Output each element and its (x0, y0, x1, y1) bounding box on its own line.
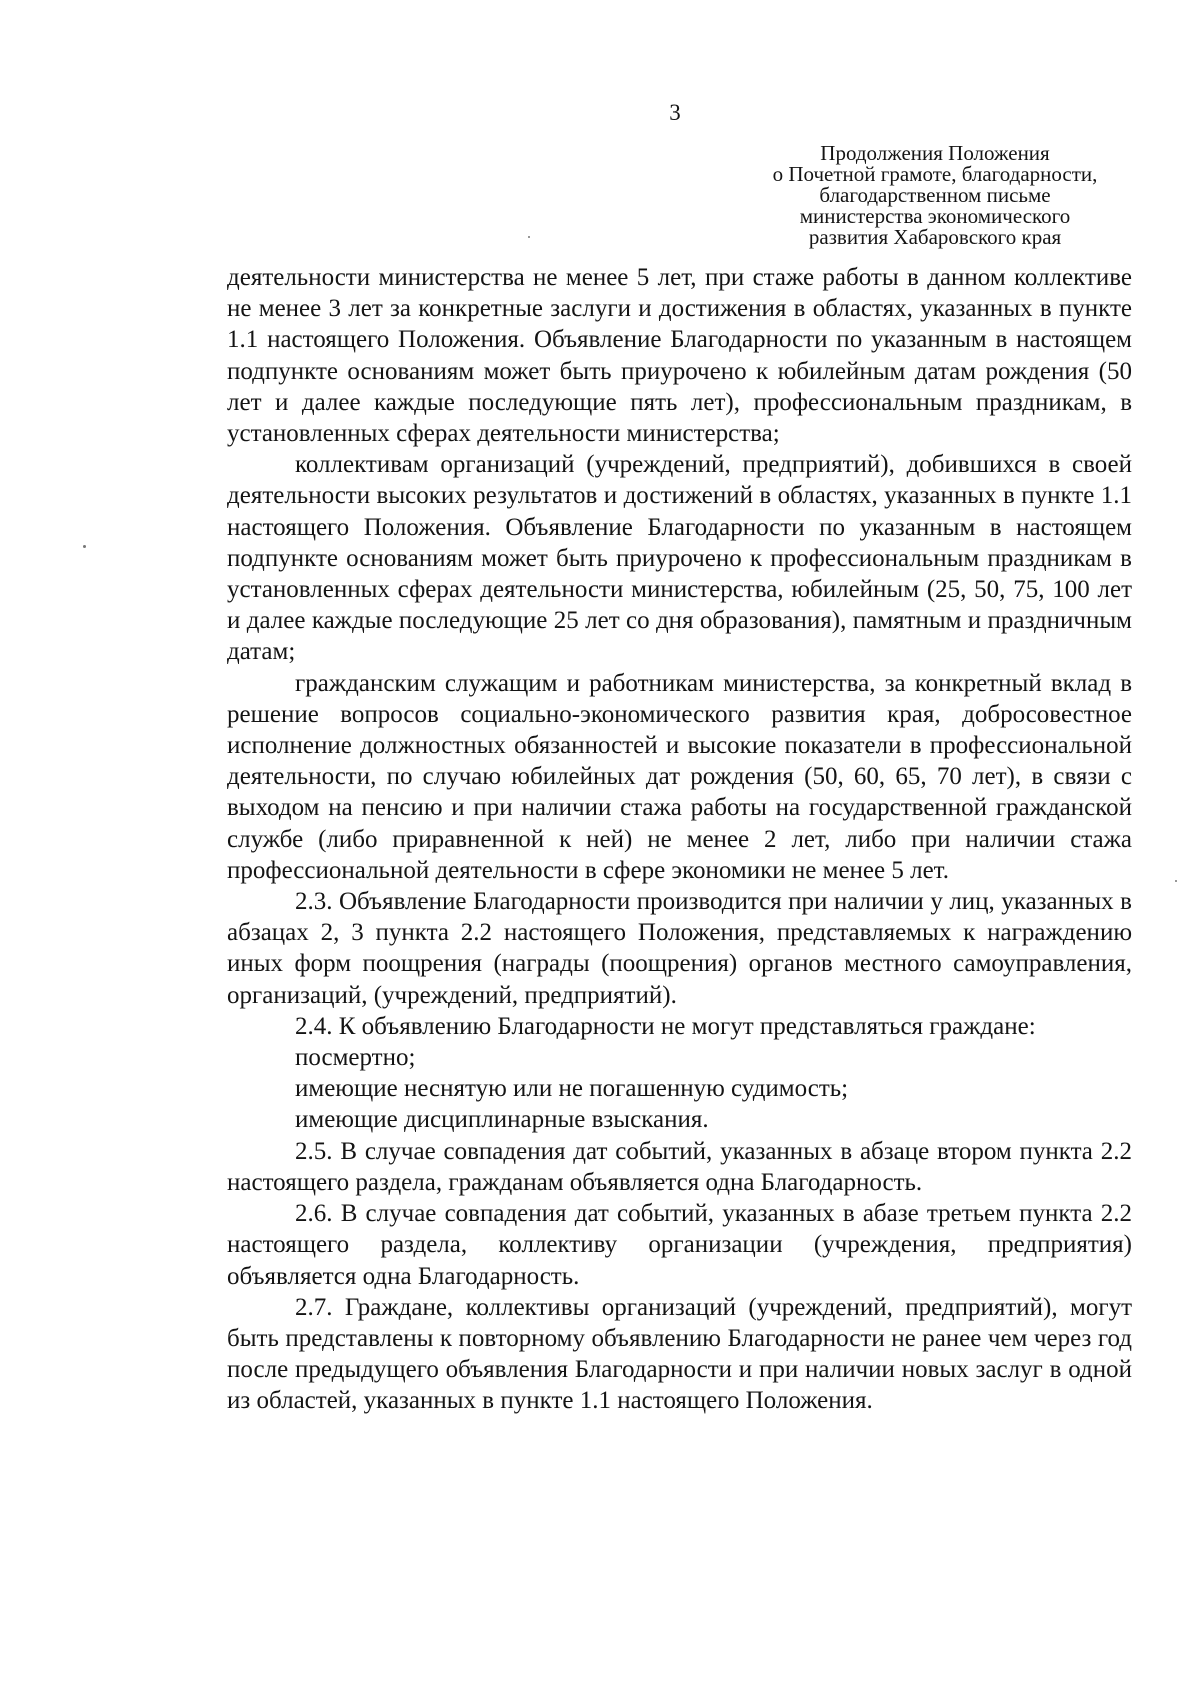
header-note-line: министерства экономического (799, 204, 1071, 228)
scan-speck (83, 545, 86, 548)
scan-speck (1175, 880, 1177, 882)
header-note-line: Продолжения Положения (820, 141, 1050, 165)
paragraph: имеющие дисциплинарные взыскания. (295, 1106, 709, 1134)
paragraph: 2.3. Объявление Благодарности производится при наличии у лиц, указанных в абзацах 2, 3 пункта 2.2 настоящего Положения, представляемых к награждению иных форм поощрения (награды (поощрения) органов местного самоуправления, организаций, (учреждений, предприятий). (227, 888, 1132, 1009)
paragraph: 2.6. В случае совпадения дат событий, указанных в абазе третьем пункта 2.2 настоящего раздела, коллективу организации (учреждения, предприятия) объявляется одна Благодарность. (227, 1200, 1132, 1290)
header-note (700, 143, 1170, 248)
header-note-line: благодарственном письме (819, 183, 1051, 207)
page-number: 3 (669, 100, 681, 125)
paragraph: деятельности министерства не менее 5 лет, при стаже работы в данном коллективе не менее 3 лет за конкретные заслуги и достижения в областях, указанных в пункте 1.1 настоящего Положения. Объявление Благодарности по указанным в настоящем подпункте основаниям может быть приурочено к юбилейным датам рождения (50 лет и далее каждые последующие пять лет), профессиональным праздникам, в установленных сферах деятельности министерства; (227, 264, 1132, 448)
header-note-line: развития Хабаровского края (808, 225, 1062, 249)
paragraph: посмертно; (295, 1044, 416, 1072)
header-note-line: о Почетной грамоте, благодарности, (772, 162, 1098, 186)
paragraph: 2.7. Граждане, коллективы организаций (учреждений, предприятий), могут быть представлены к повторному объявлению Благодарности не ранее чем через год после предыдущего объявления Благодарности и при наличии новых заслуг в одной из областей, указанных в пункте 1.1 настоящего Положения. (227, 1293, 1132, 1415)
paragraph: 2.5. В случае совпадения дат событий, указанных в абзаце втором пункта 2.2 настоящего раздела, гражданам объявляется одна Благодарность. (227, 1137, 1132, 1196)
paragraph: гражданским служащим и работникам министерства, за конкретный вклад в решение вопросов социально-экономического развития края, добросовестное исполнение должностных обязанностей и высокие показатели в профессиональной деятельности, по случаю юбилейных дат рождения (50, 60, 65, 70 лет), в связи с выходом на пенсию и при наличии стажа работы на государственной гражданской службе (либо приравненной к ней) не менее 2 лет, либо при наличии стажа профессиональной деятельности в сфере экономики не менее 5 лет. (227, 669, 1132, 884)
paragraph: коллективам организаций (учреждений, предприятий), добившихся в своей деятельности высоких результатов и достижений в областях, указанных в пункте 1.1 настоящего Положения. Объявление Благодарности по указанным в настоящем подпункте основаниям может быть приурочено к профессиональным праздникам в установленных сферах деятельности министерства, юбилейным (25, 50, 75, 100 лет и далее каждые последующие 25 лет со дня образования), памятным и праздничным датам; (227, 451, 1132, 666)
paragraph: имеющие неснятую или не погашенную судимость; (295, 1075, 849, 1103)
scan-speck (528, 236, 530, 238)
document-body (227, 262, 1132, 1417)
paragraph: 2.4. К объявлению Благодарности не могут представляться граждане: (295, 1012, 1036, 1040)
